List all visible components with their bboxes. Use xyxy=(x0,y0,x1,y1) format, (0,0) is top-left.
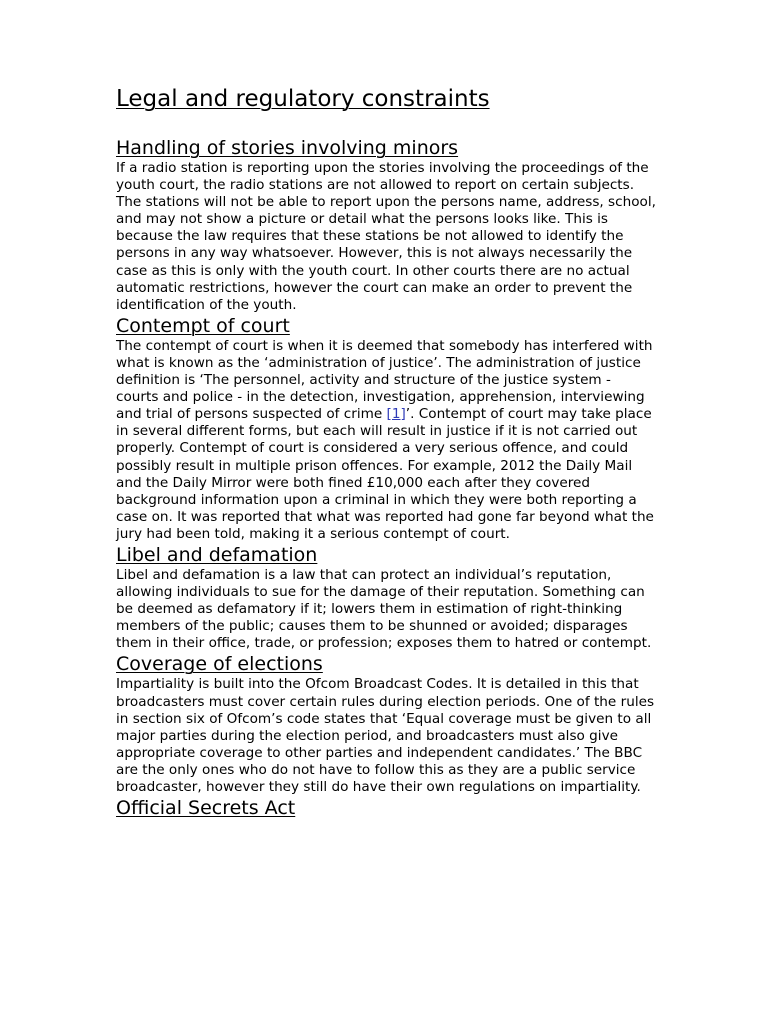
section-minors xyxy=(116,136,656,314)
section-paragraph-minors: If a radio station is reporting upon the stories involving the proceedings of the youth court, the radio stations are not allowed to report on certain subjects. The stations will not be able to report upon the persons name, address, school, and may not show a picture or detail what the persons looks like. This is because the law requires that these stations be not allowed to identify the persons in any way whatsoever. However, this is not always necessarily the case as this is only with the youth court. In other courts there are no actual automatic restrictions, however the court can make an order to prevent the identification of the youth. xyxy=(116,160,656,313)
section-heading-elections: Coverage of elections xyxy=(116,653,323,676)
section-contempt xyxy=(116,314,656,543)
section-heading-contempt: Contempt of court xyxy=(116,314,290,337)
section-paragraph-libel: Libel and defamation is a law that can protect an individual’s reputation, allowing individuals to sue for the damage of their reputation. Something can be deemed as defamatory if it; lowers them in estimation of right-thinking members of the public; causes them to be shunned or avoided; disparages them in their office, trade, or profession; exposes them to hatred or contempt. xyxy=(116,566,652,652)
document-body xyxy=(116,136,656,820)
section-paragraph-contempt xyxy=(116,338,656,543)
contempt-text-part-1: The contempt of court is when it is deemed that somebody has interfered with what is known as the ‘administration of justice’. The administration of justice definition is ‘The personnel, activity and structure of the justice system - courts and police - in the detection, investigation, apprehension, interviewing and trial of persons suspected of crime xyxy=(116,337,653,423)
footnote-reference-link[interactable]: [1] xyxy=(386,406,406,423)
section-heading-libel: Libel and defamation xyxy=(116,543,318,566)
section-heading-minors: Handling of stories involving minors xyxy=(116,137,459,159)
contempt-text-part-2: ’. Contempt of court may take place in several different forms, but each will result in justice if it is not carried out properly. Contempt of court is considered a very serious offence, and could possibly result in multiple prison offences. For example, 2012 the Daily Mail and the Daily Mirror were both fined £10,000 each after they covered background information upon a criminal in which they were both reporting a case on. It was reported that what was reported had gone far beyond what the jury had been told, making it a serious contempt of court. xyxy=(116,406,654,542)
document-title: Legal and regulatory constraints xyxy=(116,86,490,112)
section-libel xyxy=(116,543,656,652)
section-paragraph-elections: Impartiality is built into the Ofcom Broadcast Codes. It is detailed in this that broadcasters must cover certain rules during election periods. One of the rules in section six of Ofcom’s code states that ‘Equal coverage must be given to all major parties during the election period, and broadcasters must also give appropriate coverage to other parties and independent candidates.’ The BBC are the only ones who do not have to follow this as they are a public service broadcaster, however they still do have their own regulations on impartiality. xyxy=(116,676,655,795)
section-official-secrets xyxy=(116,796,656,820)
section-elections xyxy=(116,652,656,796)
section-heading-official-secrets: Official Secrets Act xyxy=(116,797,296,820)
